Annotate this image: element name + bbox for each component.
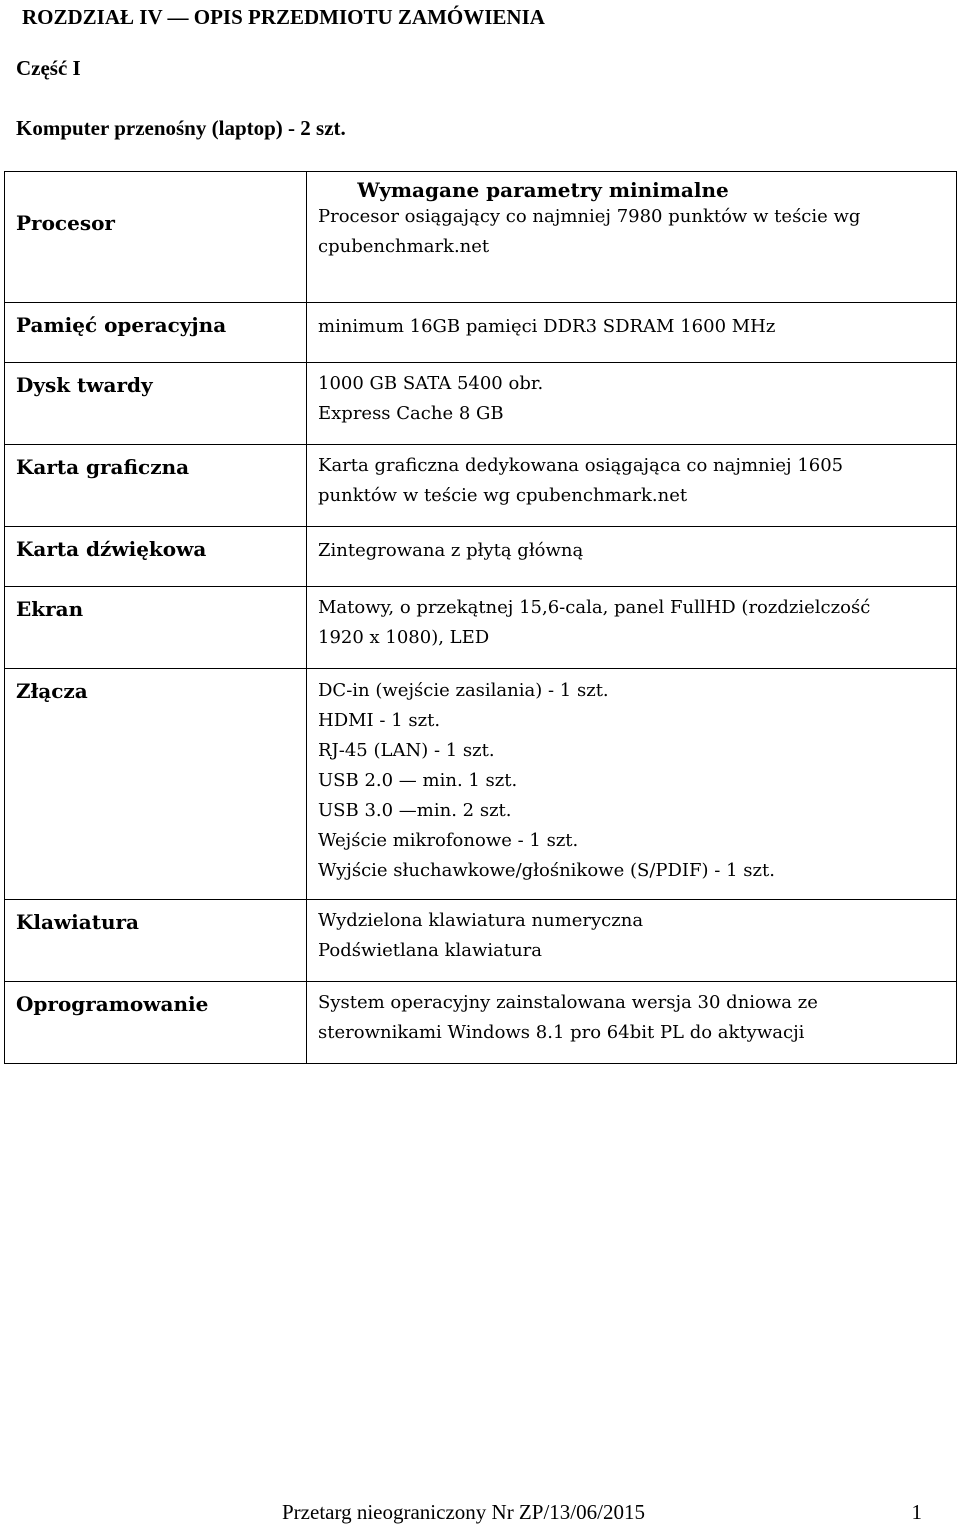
row-value (307, 900, 957, 982)
row-value (307, 363, 957, 445)
row-label: Oprogramowanie (5, 982, 307, 1064)
value-line: DC-in (wejście zasilania) - 1 szt. (318, 680, 609, 701)
value-line: Karta graficzna dedykowana osiągająca co najmniej 1605 (318, 455, 844, 476)
row-value (307, 445, 957, 527)
value-line: Podświetlana klawiatura (318, 940, 543, 961)
value-line: USB 2.0 — min. 1 szt. (318, 770, 518, 791)
row-label: Karta graficzna (5, 445, 307, 527)
value-line: System operacyjny zainstalowana wersja 30 dniowa ze (318, 992, 818, 1013)
part-title: Część I (16, 56, 81, 80)
value-line: USB 3.0 —min. 2 szt. (318, 800, 512, 821)
item-title: Komputer przenośny (laptop) - 2 szt. (16, 116, 346, 140)
value-line: sterownikami Windows 8.1 pro 64bit PL do aktywacji (318, 1022, 805, 1043)
spec-table (4, 171, 957, 1064)
page-number: 1 (911, 1500, 922, 1524)
value-line: punktów w teście wg cpubenchmark.net (318, 485, 688, 506)
value-line: Procesor osiągający co najmniej 7980 punktów w teście wg (318, 206, 861, 227)
table-row (5, 303, 957, 363)
footer-text: Przetarg nieograniczony Nr ZP/13/06/2015 (282, 1500, 645, 1524)
row-value (307, 172, 957, 303)
value-line: 1000 GB SATA 5400 obr. (318, 373, 544, 394)
column-header: Wymagane parametry minimalne (357, 178, 729, 202)
row-label: Karta dźwiękowa (5, 527, 307, 587)
row-value (307, 527, 957, 587)
value-line: Zintegrowana z płytą główną (318, 540, 584, 561)
table-row (5, 363, 957, 445)
value-line: Wydzielona klawiatura numeryczna (318, 910, 644, 931)
table-row (5, 527, 957, 587)
page-footer (282, 1500, 922, 1525)
row-label: Ekran (5, 587, 307, 669)
row-value (307, 303, 957, 363)
row-value (307, 982, 957, 1064)
row-label: Pamięć operacyjna (5, 303, 307, 363)
value-line: minimum 16GB pamięci DDR3 SDRAM 1600 MHz (318, 316, 776, 337)
value-line: cpubenchmark.net (318, 236, 490, 257)
value-line: Matowy, o przekątnej 15,6-cala, panel FullHD (rozdzielczość (318, 597, 871, 618)
row-value (307, 669, 957, 900)
row-label: Procesor (5, 172, 307, 303)
value-line: Wyjście słuchawkowe/głośnikowe (S/PDIF) - 1 szt. (318, 860, 775, 881)
table-row (5, 445, 957, 527)
value-line: Wejście mikrofonowe - 1 szt. (318, 830, 579, 851)
value-line: Express Cache 8 GB (318, 403, 504, 424)
value-line: HDMI - 1 szt. (318, 710, 441, 731)
value-line: RJ-45 (LAN) - 1 szt. (318, 740, 495, 761)
row-value (307, 587, 957, 669)
table-row (5, 669, 957, 900)
table-row (5, 900, 957, 982)
row-label: Klawiatura (5, 900, 307, 982)
value-line: 1920 x 1080), LED (318, 627, 490, 648)
row-label: Dysk twardy (5, 363, 307, 445)
chapter-title: ROZDZIAŁ IV — OPIS PRZEDMIOTU ZAMÓWIENIA (22, 5, 545, 29)
table-row (5, 587, 957, 669)
table-row (5, 172, 957, 303)
table-row (5, 982, 957, 1064)
row-label: Złącza (5, 669, 307, 900)
